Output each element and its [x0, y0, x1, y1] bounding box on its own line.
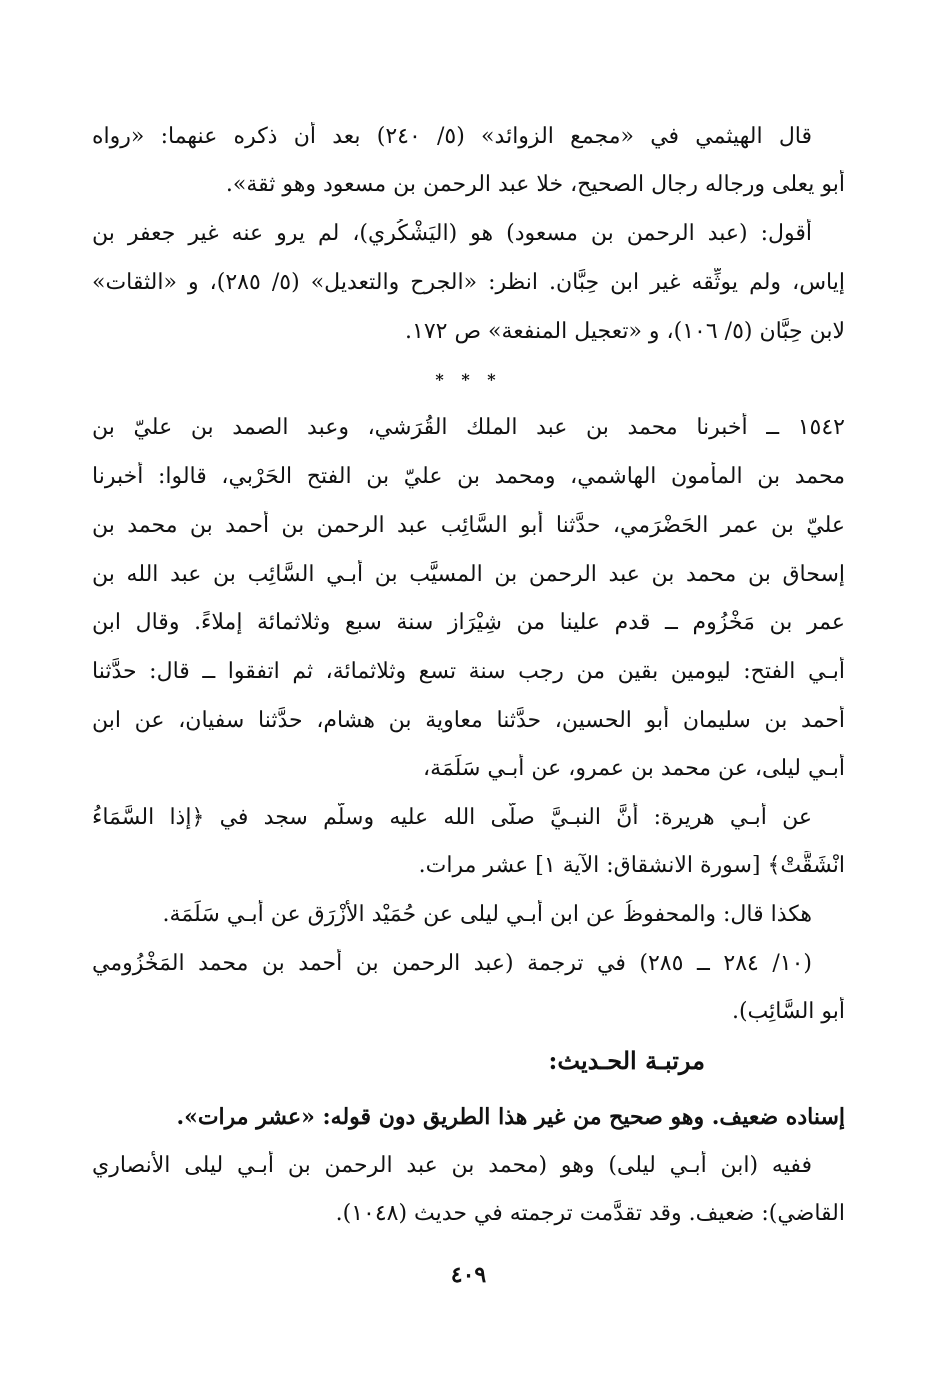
hadith-line: أبـي الفتح: ليومين بقين من رجب سنة تسع وثلاثمائة، ثم اتفقوا ــ قال: حدَّثنا: [92, 659, 845, 684]
paragraph-line: إياس، ولم يوثِّقه غير ابن حِبَّان. انظر: «الجرح والتعديل» (٥/ ٢٨٥)، و «الثقات»: [92, 270, 845, 295]
grading-line: القاضي): ضعيف. وقد تقدَّمت ترجمته في حديث (١٠٤٨).: [335, 1201, 845, 1226]
hadith-line: (١٠/ ٢٨٤ ــ ٢٨٥) في ترجمة (عبد الرحمن بن أحمد بن محمد المَخْزُومي: [92, 951, 812, 976]
hadith-line: أبـي ليلى، عن محمد بن عمرو، عن أبـي سَلَمَة،: [423, 756, 845, 781]
hadith-line: ١٥٤٢ ــ أخبرنا محمد بن عبد الملك القُرَشي، وعبد الصمد بن عليّ بن: [92, 415, 845, 440]
paragraph-line: أقول: (عبد الرحمن بن مسعود) هو (اليَشْكُري)، لم يرو عنه غير جعفر بن: [92, 221, 812, 246]
hadith-line: أبو السَّائِب).: [731, 999, 845, 1024]
grading-line: ففيه (ابن أبـي ليلى) وهو (محمد بن عبد الرحمن بن أبـي ليلى الأنصاري: [92, 1153, 812, 1178]
hadith-line: انْشَقَّتْ﴾ [سورة الانشقاق: الآية ١] عشر مرات.: [418, 853, 845, 878]
hadith-line: إسحاق بن محمد بن عبد الرحمن بن المسيَّب بن أبـي السَّائِب بن عبد الله بن: [92, 562, 845, 587]
section-separator: * * *: [435, 370, 502, 389]
hadith-line: محمد بن المأمون الهاشمي، ومحمد بن عليّ بن الفتح الحَرْبي، قالوا: أخبرنا: [92, 464, 845, 489]
paragraph-line: لابن حِبَّان (٥/ ١٠٦)، و «تعجيل المنفعة» ص ١٧٢.: [405, 319, 845, 344]
hadith-line: عليّ بن عمر الحَضْرَمي، حدَّثنا أبو السَّائِب عبد الرحمن بن أحمد بن محمد بن: [92, 513, 845, 538]
grading-line: إسناده ضعيف. وهو صحيح من غير هذا الطريق دون قوله: «عشر مرات».: [176, 1104, 845, 1130]
hadith-line: هكذا قال: والمحفوظُ عن ابن أبـي ليلى عن حُمَيْد الأَزْرَق عن أبـي سَلَمَة.: [162, 902, 812, 927]
paragraph-line: أبو يعلى ورجاله رجال الصحيح، خلا عبد الرحمن بن مسعود وهو ثقة».: [225, 172, 845, 197]
hadith-line: أحمد بن سليمان أبو الحسين، حدَّثنا معاوية بن هشام، حدَّثنا سفيان، عن ابن: [92, 708, 845, 733]
paragraph-line: قال الهيثمي في «مجمع الزوائد» (٥/ ٢٤٠) بعد أن ذكره عنهما: «رواه: [92, 124, 813, 149]
hadith-line: عمر بن مَخْزُوم ــ قدم علينا من شِيْرَاز سنة سبع وثلاثمائة إملاءً. وقال ابن: [92, 610, 845, 635]
page-number: ٤٠٩: [450, 1262, 487, 1288]
section-heading: مرتبـة الحـديث:: [548, 1046, 705, 1075]
hadith-line: عن أبـي هريرة: أنَّ النبـيَّ صلَّى الله عليه وسلَّم سجد في ﴿إذا السَّمَاءُ: [92, 805, 812, 830]
